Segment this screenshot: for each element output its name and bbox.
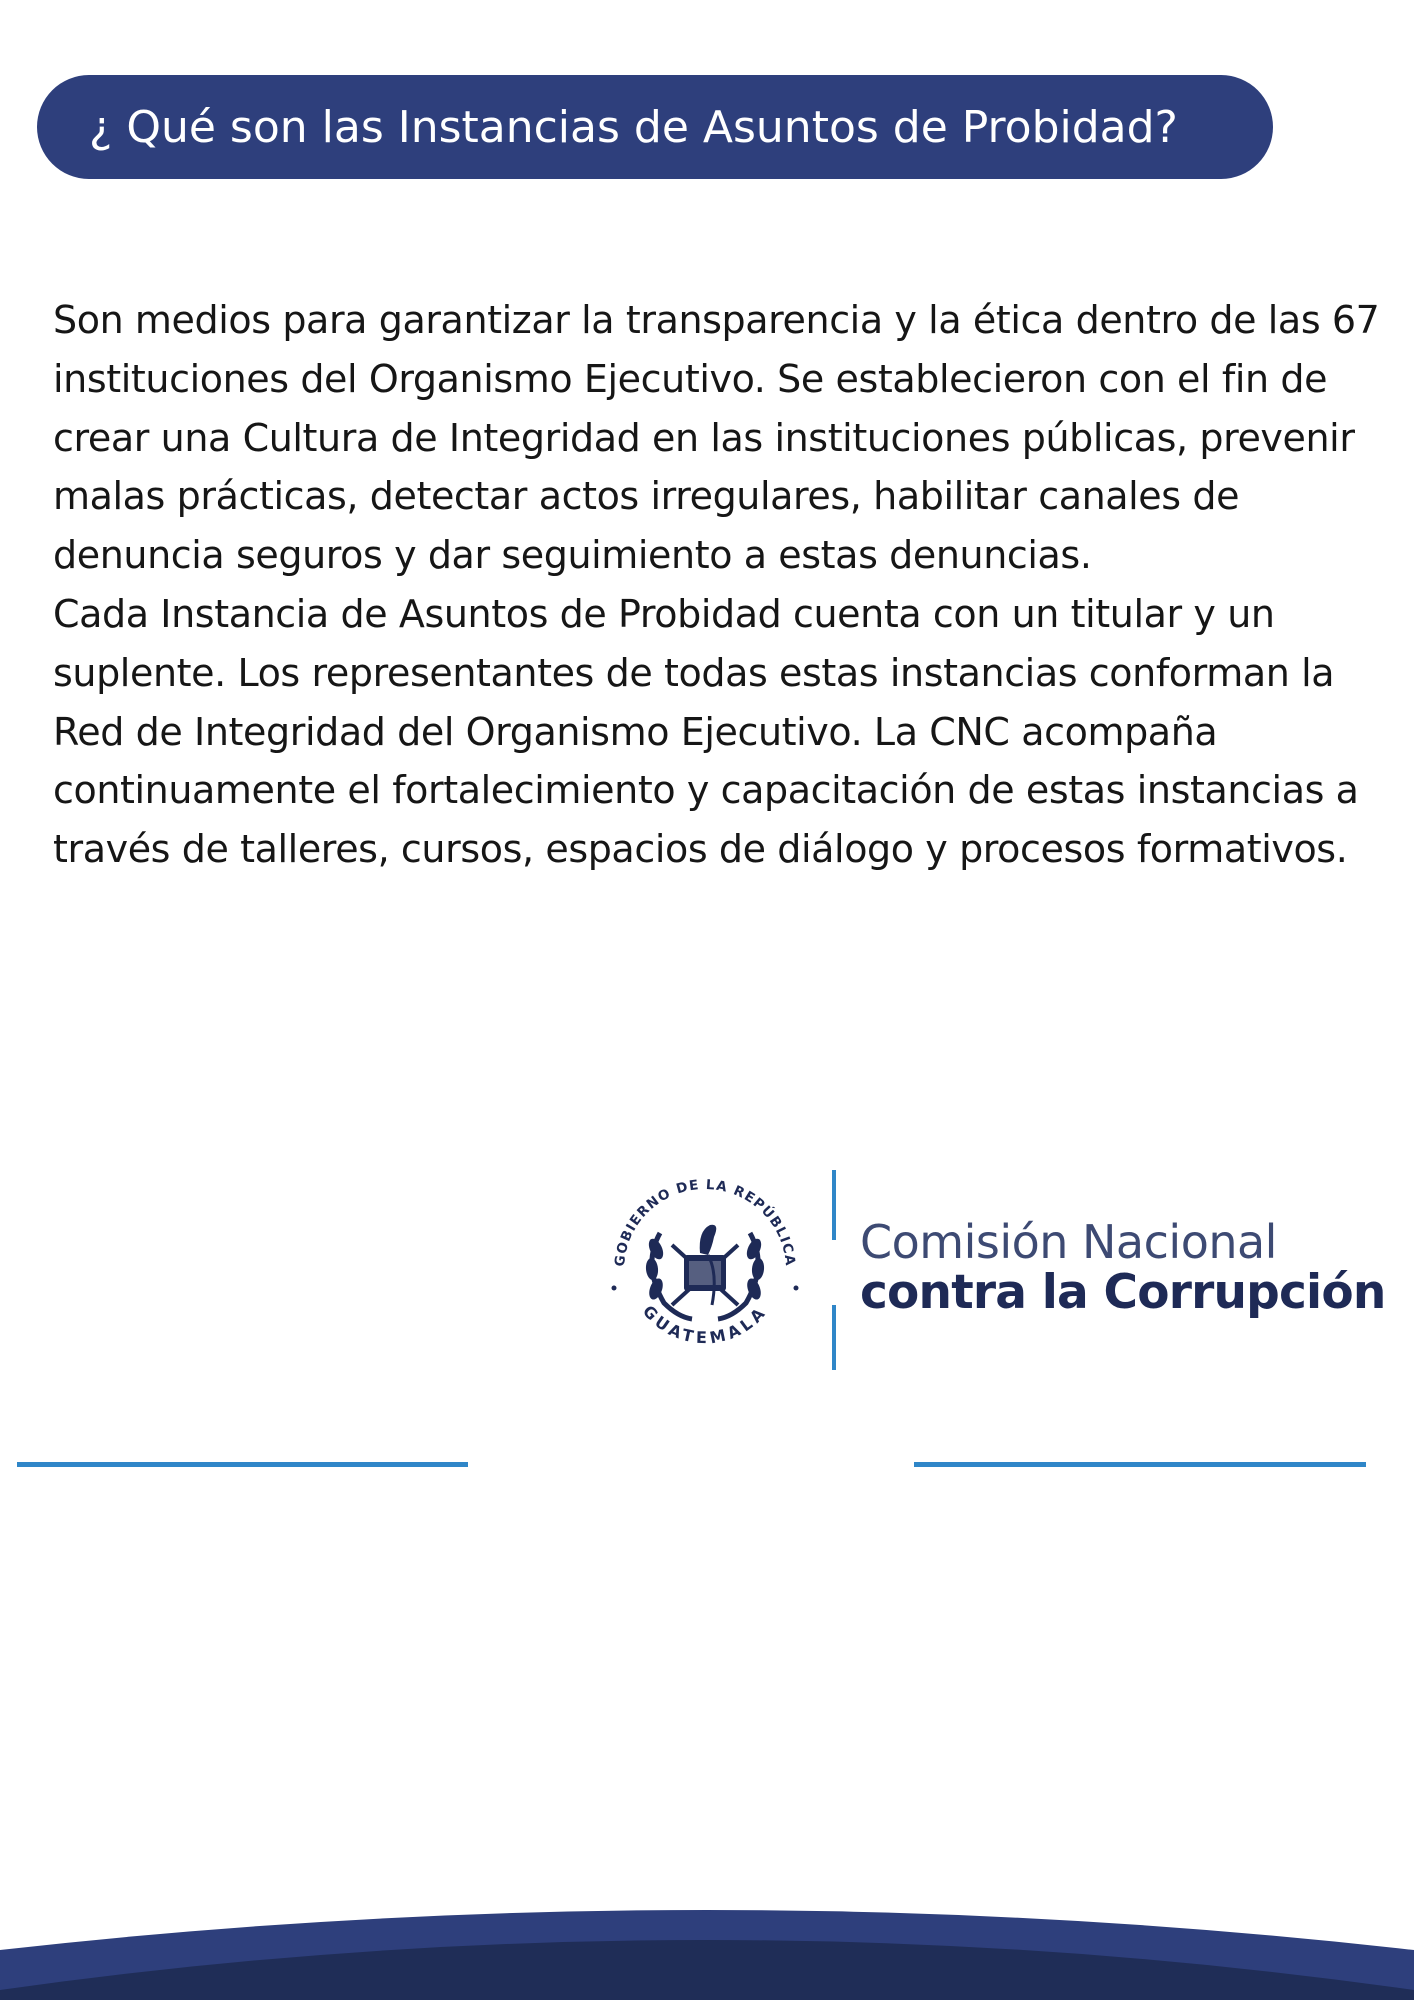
coat-of-arms-icon: [645, 1225, 765, 1319]
svg-text:GUATEMALA: [639, 1302, 771, 1348]
logo-text-commission: Comisión Nacional: [860, 1215, 1277, 1269]
logo-text-against-corruption: contra la Corrupción: [860, 1265, 1386, 1320]
title-banner: [37, 75, 1273, 179]
cnc-logo: [600, 1165, 1386, 1375]
seal-top-text: GOBIERNO DE LA REPÚBLICA: [611, 1176, 799, 1268]
logo-divider: [832, 1170, 836, 1370]
coat-of-arms-seal-icon: [600, 1165, 810, 1375]
footer-wave: [0, 1890, 1414, 2000]
seal-bottom-text: GUATEMALA: [638, 1301, 771, 1348]
paragraph-definition: Son medios para garantizar la transparencia y la ética dentro de las 67 instituciones del Organismo Ejecutivo. Se establecieron con el fin de crear una Cultura de Integridad en las instituciones públicas, prevenir malas prácticas, detectar actos irregulares, habilitar canales de denuncia seguros y dar seguimiento a estas denuncias.: [53, 298, 1380, 578]
page-title: ¿ Qué son las Instancias de Asuntos de Probidad?: [89, 101, 1178, 153]
paragraph-structure: Cada Instancia de Asuntos de Probidad cuenta con un titular y un suplente. Los representantes de todas estas instancias conforman la Red de Integridad del Organismo Ejecutivo. La CNC acompaña continuamente el fortalecimiento y capacitación de estas instancias a través de talleres, cursos, espacios de diálogo y procesos formativos.: [53, 591, 1359, 872]
body-text: [53, 291, 1393, 879]
divider-line-right: [914, 1462, 1366, 1467]
divider-line-left: [17, 1462, 468, 1467]
